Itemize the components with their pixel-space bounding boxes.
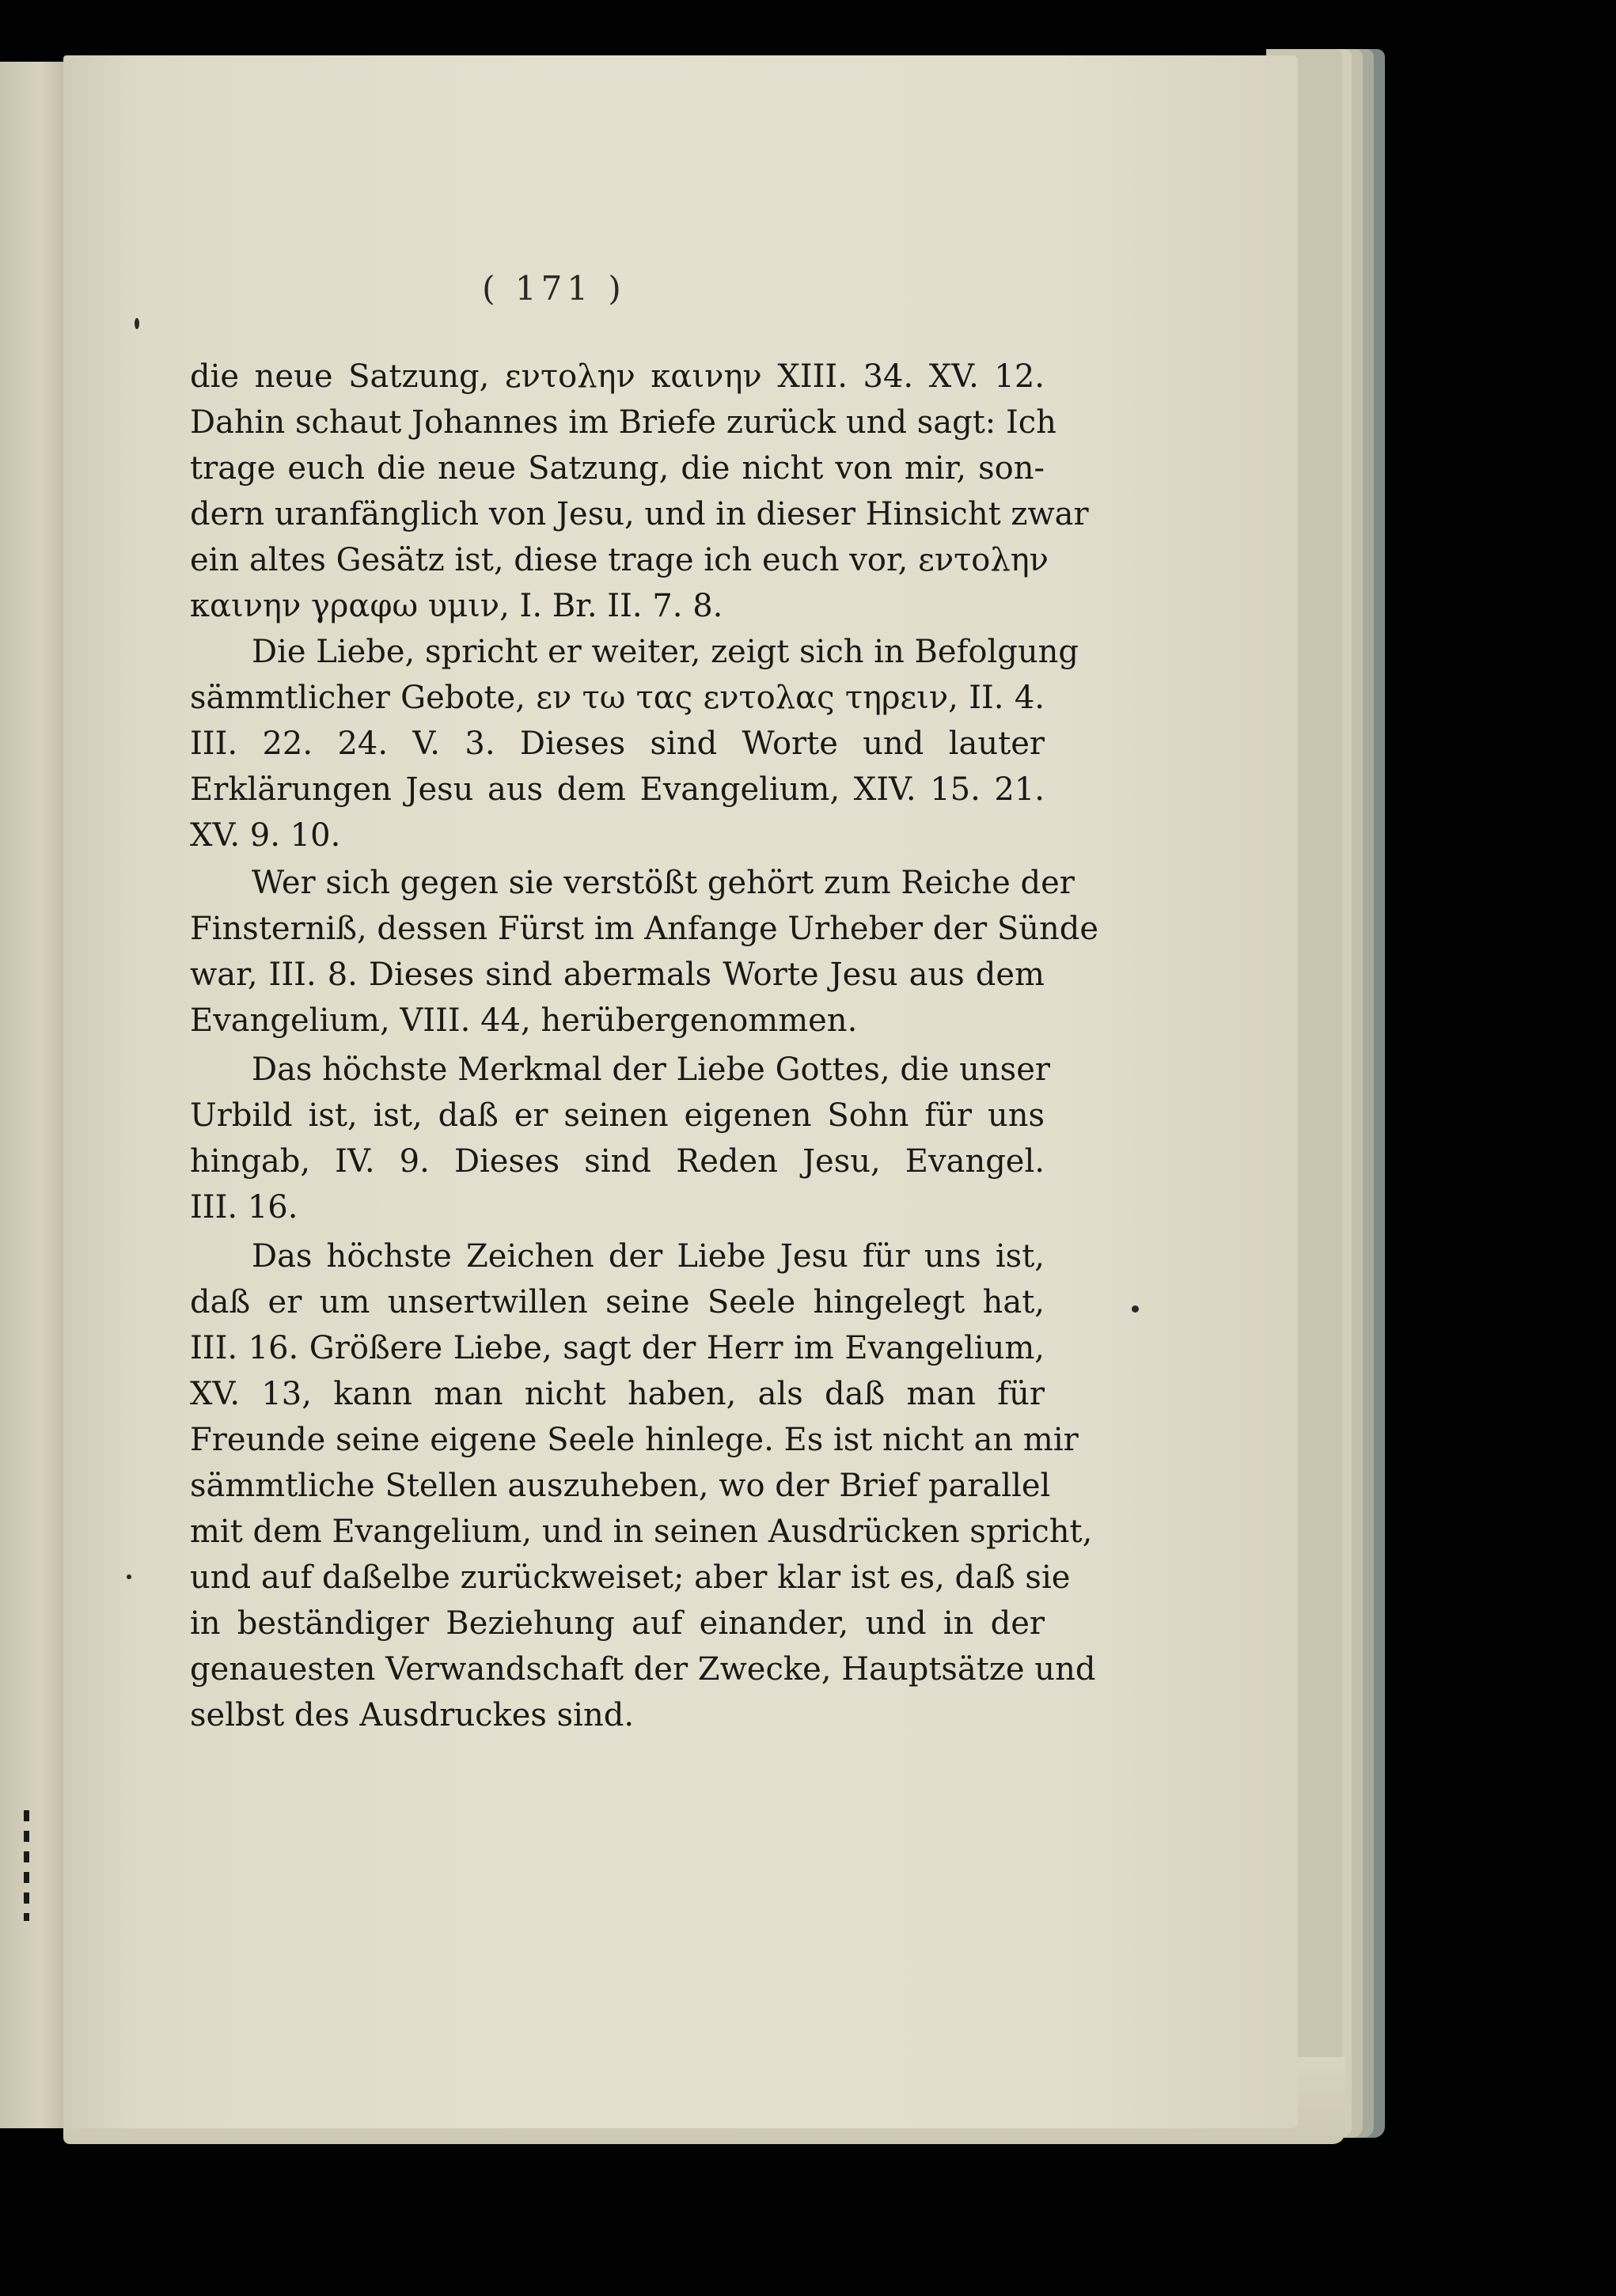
- text-line: Erklärungen Jesu aus dem Evangelium, XIV. 15. 21.: [190, 771, 1045, 808]
- text-line: Wer sich gegen sie verstößt gehört zum Reiche der: [252, 865, 1075, 901]
- text-line: XV. 9. 10.: [190, 817, 341, 854]
- text-line: III. 16. Größere Liebe, sagt der Herr im Evangelium,: [190, 1330, 1045, 1366]
- text-line: καινην γραφω υμιν, I. Br. II. 7. 8.: [190, 588, 723, 624]
- text-line: hingab, IV. 9. Dieses sind Reden Jesu, Evangel.: [190, 1143, 1045, 1180]
- text-line: Urbild ist, ist, daß er seinen eigenen Sohn für uns: [190, 1097, 1045, 1134]
- text-line: Das höchste Merkmal der Liebe Gottes, die unser: [252, 1051, 1051, 1088]
- text-line: war, III. 8. Dieses sind abermals Worte Jesu aus dem: [190, 957, 1045, 993]
- text-line: trage euch die neue Satzung, die nicht von mir, son-: [190, 450, 1045, 487]
- text-line: III. 22. 24. V. 3. Dieses sind Worte und lauter: [190, 726, 1045, 762]
- text-line: Das höchste Zeichen der Liebe Jesu für uns ist,: [252, 1238, 1045, 1275]
- text-line: III. 16.: [190, 1189, 298, 1226]
- paper-speck: [127, 1574, 131, 1579]
- text-line: Die Liebe, spricht er weiter, zeigt sich in Befolgung: [252, 634, 1079, 670]
- text-line: ein altes Gesätz ist, diese trage ich euch vor, εντολην: [190, 542, 1049, 578]
- paper-speck: [135, 318, 139, 329]
- text-line: mit dem Evangelium, und in seinen Ausdrücken spricht,: [190, 1514, 1093, 1550]
- text-line: Freunde seine eigene Seele hinlege. Es ist nicht an mir: [190, 1422, 1079, 1458]
- text-line: und auf daßelbe zurückweiset; aber klar ist es, daß sie: [190, 1559, 1071, 1596]
- page-number: ( 171 ): [482, 269, 626, 308]
- text-line: dern uranfänglich von Jesu, und in dieser Hinsicht zwar: [190, 496, 1089, 532]
- text-line: sämmtlicher Gebote, εν τω τας εντολας τηρειν, II. 4.: [190, 680, 1045, 716]
- text-line: die neue Satzung, εντολην καινην XIII. 34. XV. 12.: [190, 358, 1045, 395]
- paper-speck: [1132, 1305, 1139, 1313]
- text-line: sämmtliche Stellen auszuheben, wo der Brief parallel: [190, 1468, 1051, 1504]
- text-line: daß er um unsertwillen seine Seele hingelegt hat,: [190, 1284, 1045, 1320]
- text-line: genauesten Verwandschaft der Zwecke, Hauptsätze und: [190, 1651, 1096, 1688]
- text-line: in beständiger Beziehung auf einander, und in der: [190, 1605, 1045, 1642]
- binding-stitch: [24, 1810, 29, 1921]
- text-line: Evangelium, VIII. 44, herübergenommen.: [190, 1002, 858, 1039]
- text-line: selbst des Ausdruckes sind.: [190, 1697, 635, 1733]
- text-line: Dahin schaut Johannes im Briefe zurück und sagt: Ich: [190, 404, 1056, 441]
- text-line: Finsterniß, dessen Fürst im Anfange Urheber der Sünde: [190, 911, 1099, 947]
- text-line: XV. 13, kann man nicht haben, als daß man für: [190, 1376, 1045, 1412]
